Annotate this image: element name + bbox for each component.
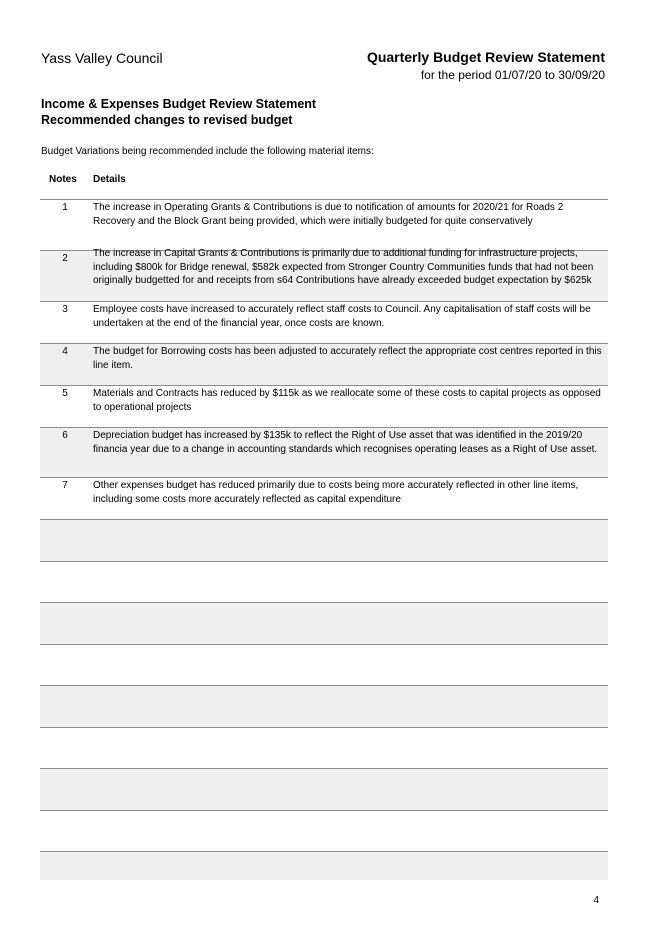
note-number: 7 bbox=[62, 480, 68, 491]
table-rule bbox=[40, 477, 608, 478]
table-rule bbox=[40, 727, 608, 728]
note-detail: Other expenses budget has reduced primarily due to costs being more accurately reflected in other line items, including some costs more accurately reflected as capital expenditure bbox=[93, 480, 579, 505]
table-rule bbox=[40, 343, 608, 344]
empty-band-3 bbox=[40, 686, 608, 727]
table-rule bbox=[40, 427, 608, 428]
column-header-notes: Notes bbox=[49, 174, 77, 185]
table-rule bbox=[40, 385, 608, 386]
note-detail: Depreciation budget has increased by $135k to reflect the Right of Use asset that was identified in the 2019/20 financia year due to a change in accounting standards which recognises operating leases as a Right of Use asset. bbox=[93, 430, 598, 455]
table-rule bbox=[40, 519, 608, 520]
period-label: for the period 01/07/20 to 30/09/20 bbox=[420, 68, 605, 82]
table-rule bbox=[40, 768, 608, 769]
note-number: 1 bbox=[62, 202, 68, 213]
column-header-details: Details bbox=[93, 174, 126, 185]
note-number: 6 bbox=[62, 430, 68, 441]
statement-title: Quarterly Budget Review Statement bbox=[366, 49, 605, 65]
note-detail: The increase in Capital Grants & Contributions is primarily due to additional funding for infrastructure projects, including $800k for Bridge renewal, $582k expected from Stronger Country Communities funds that had not been originally budgetted for and receipts from s64 Contributions have already exceeded budget expectation by $625k bbox=[93, 248, 594, 286]
table-rule bbox=[40, 644, 608, 645]
table-rule bbox=[40, 602, 608, 603]
page-number: 4 bbox=[593, 895, 599, 906]
empty-band-2 bbox=[40, 603, 608, 644]
table-rule bbox=[40, 851, 608, 852]
table-rule bbox=[40, 301, 608, 302]
heading-line-2: Recommended changes to revised budget bbox=[41, 113, 293, 127]
council-name: Yass Valley Council bbox=[41, 50, 163, 66]
note-number: 3 bbox=[62, 304, 68, 315]
note-number: 4 bbox=[62, 346, 68, 357]
note-number: 5 bbox=[62, 388, 68, 399]
note-number: 2 bbox=[62, 253, 68, 264]
table-rule bbox=[40, 561, 608, 562]
empty-band-1 bbox=[40, 520, 608, 561]
note-detail: The increase in Operating Grants & Contributions is due to notification of amounts for 2020/21 for Roads 2 Recovery and the Block Grant being provided, which were initially budgeted for quite conservatively bbox=[93, 202, 564, 227]
intro-text: Budget Variations being recommended include the following material items: bbox=[41, 146, 374, 157]
table-rule bbox=[40, 199, 608, 200]
section-heading bbox=[41, 96, 316, 128]
heading-line-1: Income & Expenses Budget Review Statement bbox=[41, 97, 317, 111]
note-detail: Materials and Contracts has reduced by $115k as we reallocate some of these costs to capital projects as opposed to operational projects bbox=[93, 388, 601, 413]
table-rule bbox=[40, 685, 608, 686]
table-rule bbox=[40, 810, 608, 811]
empty-band-4 bbox=[40, 769, 608, 810]
note-detail: The budget for Borrowing costs has been adjusted to accurately reflect the appropriate cost centres reported in this line item. bbox=[93, 346, 602, 371]
empty-band-5 bbox=[40, 852, 608, 880]
note-detail: Employee costs have increased to accurately reflect staff costs to Council. Any capitalisation of staff costs will be undertaken at the end of the financial year, once costs are known. bbox=[93, 304, 591, 329]
